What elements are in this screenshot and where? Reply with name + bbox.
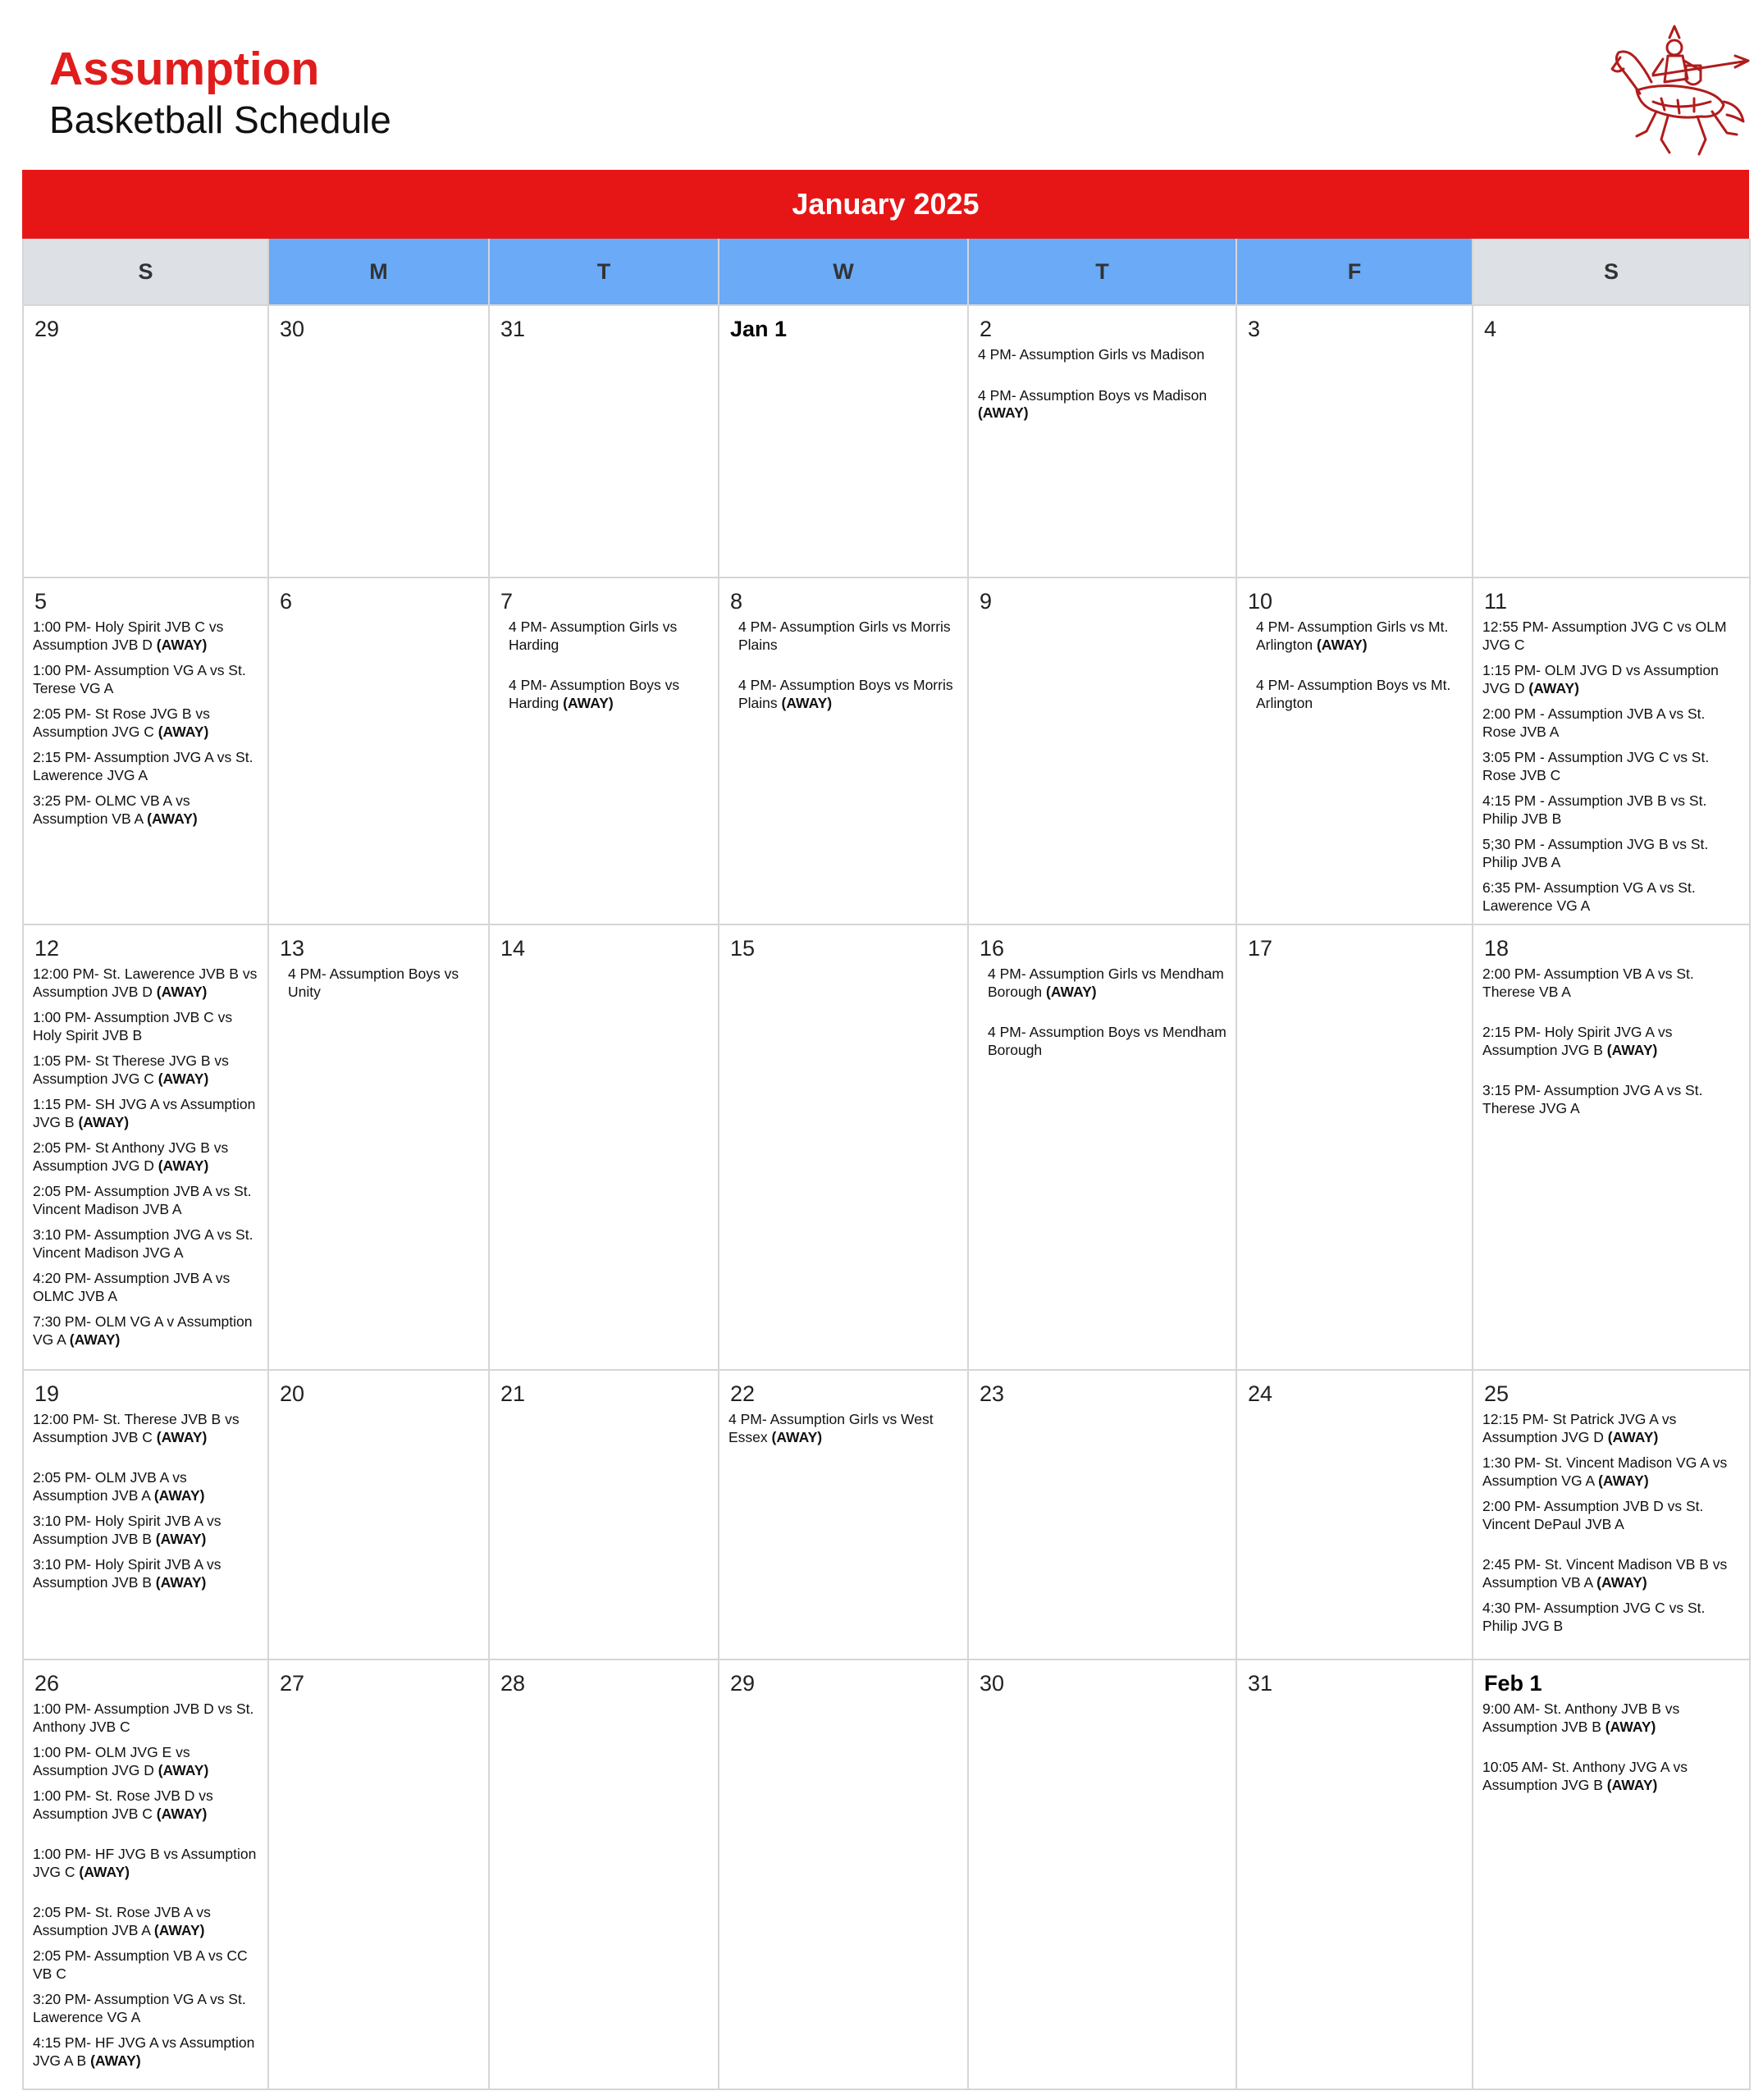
day-cell — [490, 306, 719, 578]
day-number: 31 — [1248, 1671, 1273, 1696]
day-number: 8 — [730, 589, 743, 614]
day-cell — [269, 1660, 490, 2090]
event-text: 4 PM- Assumption Girls vs Harding — [509, 619, 678, 653]
schedule-event — [33, 1947, 261, 1983]
away-label: (AWAY) — [90, 2052, 141, 2069]
schedule-event — [33, 1009, 261, 1044]
day-number: 14 — [500, 936, 526, 961]
schedule-event — [978, 346, 1229, 364]
away-label: (AWAY) — [1046, 983, 1097, 1000]
schedule-event — [1482, 619, 1742, 654]
day-number: 3 — [1248, 317, 1261, 341]
event-text: 1:00 PM- HF JVG B vs Assumption JVG C — [33, 1846, 257, 1880]
schedule-event — [33, 619, 261, 654]
schedule-event — [1482, 749, 1742, 784]
event-text: 4 PM- Assumption Girls vs Morris Plains — [738, 619, 951, 653]
day-cell — [1237, 1660, 1473, 2090]
weekday-header: S — [24, 239, 269, 306]
event-text: 1:00 PM- Assumption VG A vs St. Terese VG A — [33, 662, 246, 696]
event-text: 4 PM- Assumption Boys vs Harding — [509, 677, 680, 711]
schedule-event — [33, 1096, 261, 1131]
day-number: 10 — [1248, 589, 1273, 614]
event-text: 3:20 PM- Assumption VG A vs St. Lawerence VG A — [33, 1991, 246, 2025]
away-label: (AWAY) — [158, 1070, 209, 1087]
event-text: 2:05 PM- Assumption JVB A vs St. Vincent Madison JVB A — [33, 1183, 252, 1217]
event-text: 2:05 PM- Assumption VB A vs CC VB C — [33, 1947, 248, 1982]
schedule-event — [1482, 1701, 1742, 1736]
day-cell — [24, 1660, 269, 2090]
day-number: 22 — [730, 1381, 756, 1406]
schedule-event — [33, 1556, 261, 1591]
schedule-event — [33, 1787, 261, 1823]
event-text: 2:00 PM- Assumption VB A vs St. Therese VB A — [1482, 966, 1694, 1000]
event-text: 2:05 PM- St Anthony JVG B vs Assumption JVG D — [33, 1139, 229, 1174]
day-number: 24 — [1248, 1381, 1273, 1406]
schedule-event — [278, 966, 482, 1001]
event-text: 2:00 PM - Assumption JVB A vs St. Rose JVB A — [1482, 705, 1706, 740]
away-label: (AWAY) — [158, 1157, 209, 1174]
schedule-event — [978, 1024, 1229, 1059]
day-cell — [969, 925, 1237, 1371]
day-cell — [24, 306, 269, 578]
day-cell — [24, 578, 269, 925]
event-text: 12:55 PM- Assumption JVG C vs OLM JVG C — [1482, 619, 1727, 653]
event-text: 3:10 PM- Assumption JVG A vs St. Vincent Madison JVG A — [33, 1226, 253, 1261]
event-text: 3:15 PM- Assumption JVG A vs St. Therese JVG A — [1482, 1082, 1703, 1116]
day-number: 21 — [500, 1381, 526, 1406]
event-text: 1:15 PM- SH JVG A vs Assumption JVG B — [33, 1096, 256, 1130]
schedule-event — [1482, 792, 1742, 828]
day-number: 29 — [34, 317, 60, 341]
away-label: (AWAY) — [158, 1761, 209, 1778]
schedule-event — [33, 1313, 261, 1349]
event-text: 6:35 PM- Assumption VG A vs St. Lawerence VG A — [1482, 879, 1696, 914]
day-number: 15 — [730, 936, 756, 961]
away-label: (AWAY) — [1596, 1573, 1647, 1591]
day-cell — [490, 578, 719, 925]
away-label: (AWAY) — [78, 1113, 130, 1130]
day-number: 17 — [1248, 936, 1273, 961]
day-cell — [969, 578, 1237, 925]
event-text: 2:05 PM- St. Rose JVB A vs Assumption JVB A — [33, 1904, 211, 1938]
schedule-event — [33, 1513, 261, 1548]
event-text: 3:10 PM- Holy Spirit JVB A vs Assumption JVB B — [33, 1513, 222, 1547]
day-number: 6 — [280, 589, 293, 614]
day-cell — [1237, 306, 1473, 578]
day-cell — [1473, 1371, 1751, 1660]
schedule-event — [1246, 677, 1465, 712]
schedule-event — [1482, 705, 1742, 741]
day-cell — [719, 578, 969, 925]
schedule-event — [33, 1701, 261, 1736]
day-number: 26 — [34, 1671, 60, 1696]
calendar — [22, 170, 1749, 2090]
away-label: (AWAY) — [153, 1921, 205, 1938]
day-cell — [490, 1371, 719, 1660]
schedule-event — [1482, 1411, 1742, 1446]
schedule-event — [1482, 1024, 1742, 1059]
day-cell — [969, 306, 1237, 578]
away-label: (AWAY) — [1316, 636, 1368, 653]
schedule-event — [1482, 1759, 1742, 1794]
schedule-event — [33, 1744, 261, 1779]
schedule-event — [33, 2034, 261, 2070]
day-number: 23 — [980, 1381, 1005, 1406]
away-label: (AWAY) — [978, 404, 1029, 421]
away-label: (AWAY) — [156, 636, 208, 653]
away-label: (AWAY) — [1528, 679, 1580, 696]
day-number: 4 — [1484, 317, 1497, 341]
away-label: (AWAY) — [1598, 1472, 1649, 1489]
event-text: 3:25 PM- OLMC VB A vs Assumption VB A — [33, 792, 190, 827]
day-number: 13 — [280, 936, 305, 961]
day-cell — [1473, 925, 1751, 1371]
event-text: 2:05 PM- OLM JVB A vs Assumption JVB A — [33, 1469, 187, 1504]
event-text: 4 PM- Assumption Boys vs Unity — [288, 966, 459, 1000]
day-cell — [1473, 578, 1751, 925]
schedule-event — [33, 1183, 261, 1218]
schedule-event — [978, 966, 1229, 1001]
day-number: 28 — [500, 1671, 526, 1696]
event-text: 2:15 PM- Assumption JVG A vs St. Lawerence JVG A — [33, 749, 253, 783]
page-title: Assumption — [49, 43, 320, 95]
day-number: 2 — [980, 317, 993, 341]
schedule-event — [33, 1052, 261, 1088]
month-title: January 2025 — [22, 170, 1749, 239]
schedule-event — [1482, 1454, 1742, 1490]
event-text: 2:15 PM- Holy Spirit JVG A vs Assumption JVG B — [1482, 1024, 1673, 1058]
day-number: Jan 1 — [730, 317, 788, 341]
day-number: 27 — [280, 1671, 305, 1696]
away-label: (AWAY) — [771, 1428, 823, 1445]
away-label: (AWAY) — [1606, 1776, 1658, 1793]
schedule-event — [1482, 1600, 1742, 1635]
page-subtitle: Basketball Schedule — [49, 98, 391, 141]
page-header — [49, 41, 391, 143]
day-cell — [1237, 578, 1473, 925]
event-text: 4:15 PM- HF JVG A vs Assumption JVG A B — [33, 2034, 255, 2069]
schedule-event — [1482, 662, 1742, 697]
away-label: (AWAY) — [156, 983, 208, 1000]
day-cell — [1473, 306, 1751, 578]
schedule-event — [1246, 619, 1465, 654]
event-text: 1:05 PM- St Therese JVG B vs Assumption JVG C — [33, 1052, 229, 1087]
event-text: 1:00 PM- Assumption JVB C vs Holy Spirit JVB B — [33, 1009, 233, 1043]
calendar-grid — [22, 239, 1749, 2090]
weekday-header: T — [969, 239, 1237, 306]
away-label: (AWAY) — [1606, 1041, 1658, 1058]
weekday-header: F — [1237, 239, 1473, 306]
weekday-header: S — [1473, 239, 1751, 306]
away-label: (AWAY) — [147, 810, 198, 827]
schedule-event — [33, 1469, 261, 1504]
day-cell — [269, 1371, 490, 1660]
day-number: 11 — [1484, 589, 1508, 614]
day-cell — [269, 925, 490, 1371]
schedule-event — [499, 619, 711, 654]
schedule-event — [1482, 1498, 1742, 1533]
day-number: 5 — [34, 589, 48, 614]
event-text: 4 PM- Assumption Boys vs Mt. Arlington — [1256, 677, 1451, 711]
away-label: (AWAY) — [156, 1805, 208, 1822]
event-text: 4 PM- Assumption Boys vs Morris Plains — [738, 677, 953, 711]
event-text: 1:30 PM- St. Vincent Madison VG A vs Assumption VG A — [1482, 1454, 1728, 1489]
event-text: 2:05 PM- St Rose JVG B vs Assumption JVG C — [33, 705, 210, 740]
schedule-event — [1482, 836, 1742, 871]
day-cell — [719, 306, 969, 578]
event-text: 9:00 AM- St. Anthony JVB B vs Assumption JVB B — [1482, 1701, 1680, 1735]
day-number: 31 — [500, 317, 526, 341]
away-label: (AWAY) — [155, 1530, 207, 1547]
event-text: 12:00 PM- St. Lawerence JVB B vs Assumption JVB D — [33, 966, 258, 1000]
schedule-event — [33, 705, 261, 741]
day-cell — [1473, 1660, 1751, 2090]
away-label: (AWAY) — [156, 1428, 208, 1445]
event-text: 1:15 PM- OLM JVG D vs Assumption JVG D — [1482, 662, 1719, 696]
event-text: 1:00 PM- Holy Spirit JVB C vs Assumption JVB D — [33, 619, 224, 653]
day-number: 29 — [730, 1671, 756, 1696]
event-text: 4:20 PM- Assumption JVB A vs OLMC JVB A — [33, 1270, 231, 1304]
day-number: 18 — [1484, 936, 1510, 961]
event-text: 12:15 PM- St Patrick JVG A vs Assumption JVG D — [1482, 1411, 1677, 1445]
schedule-event — [728, 677, 961, 712]
away-label: (AWAY) — [1605, 1718, 1656, 1735]
day-number: 30 — [280, 317, 305, 341]
schedule-event — [33, 966, 261, 1001]
day-number: 20 — [280, 1381, 305, 1406]
away-label: (AWAY) — [781, 694, 833, 711]
event-text: 2:45 PM- St. Vincent Madison VB B vs Assumption VB A — [1482, 1556, 1728, 1591]
event-text: 5;30 PM - Assumption JVG B vs St. Philip JVB A — [1482, 836, 1709, 870]
event-text: 4 PM- Assumption Girls vs Mt. Arlington — [1256, 619, 1449, 653]
day-cell — [269, 578, 490, 925]
event-text: 1:00 PM- OLM JVG E vs Assumption JVG D — [33, 1744, 190, 1778]
schedule-event — [1482, 1082, 1742, 1117]
schedule-event — [33, 1411, 261, 1446]
day-cell — [719, 1660, 969, 2090]
event-text: 4 PM- Assumption Boys vs Madison — [978, 386, 1208, 404]
event-text: 12:00 PM- St. Therese JVB B vs Assumption JVB C — [33, 1411, 240, 1445]
day-cell — [719, 925, 969, 1371]
day-cell — [490, 1660, 719, 2090]
event-text: 1:00 PM- Assumption JVB D vs St. Anthony JVB C — [33, 1701, 254, 1735]
away-label: (AWAY) — [69, 1331, 121, 1348]
weekday-header: W — [719, 239, 969, 306]
schedule-event — [33, 792, 261, 828]
schedule-event — [33, 1139, 261, 1175]
day-number: 12 — [34, 936, 60, 961]
away-label: (AWAY) — [158, 723, 209, 740]
event-text: 4 PM- Assumption Girls vs Mendham Borough — [988, 966, 1224, 1000]
day-cell — [1237, 925, 1473, 1371]
event-text: 4:15 PM - Assumption JVB B vs St. Philip JVB B — [1482, 792, 1707, 827]
schedule-event — [1482, 966, 1742, 1001]
day-cell — [969, 1660, 1237, 2090]
schedule-event — [33, 1270, 261, 1305]
day-number: 9 — [980, 589, 993, 614]
event-text: 4 PM- Assumption Boys vs Mendham Borough — [988, 1024, 1226, 1058]
away-label: (AWAY) — [155, 1573, 207, 1591]
day-cell — [969, 1371, 1237, 1660]
schedule-event — [33, 662, 261, 697]
knight-logo-icon — [1604, 20, 1752, 167]
day-number: 19 — [34, 1381, 60, 1406]
day-cell — [490, 925, 719, 1371]
day-number: 25 — [1484, 1381, 1510, 1406]
event-text: 7:30 PM- OLM VG A v Assumption VG A — [33, 1313, 253, 1348]
schedule-event — [1482, 1556, 1742, 1591]
schedule-event — [33, 749, 261, 784]
weekday-header: M — [269, 239, 490, 306]
schedule-event — [728, 619, 961, 654]
day-cell — [719, 1371, 969, 1660]
schedule-event — [33, 1846, 261, 1881]
away-label: (AWAY) — [563, 694, 614, 711]
away-label: (AWAY) — [153, 1486, 205, 1504]
event-text: 10:05 AM- St. Anthony JVG A vs Assumption JVG B — [1482, 1759, 1688, 1793]
event-text: 1:00 PM- St. Rose JVB D vs Assumption JVB C — [33, 1787, 213, 1822]
day-cell — [269, 306, 490, 578]
schedule-event — [728, 1411, 961, 1446]
day-cell — [24, 925, 269, 1371]
day-number: 16 — [980, 936, 1005, 961]
event-text: 3:10 PM- Holy Spirit JVB A vs Assumption JVB B — [33, 1556, 222, 1591]
schedule-event — [1482, 879, 1742, 915]
event-text: 2:00 PM- Assumption JVB D vs St. Vincent DePaul JVB A — [1482, 1498, 1704, 1532]
schedule-event — [978, 387, 1229, 422]
day-number: 30 — [980, 1671, 1005, 1696]
event-text: 4 PM- Assumption Girls vs Madison — [978, 346, 1205, 363]
day-cell — [24, 1371, 269, 1660]
day-number: Feb 1 — [1484, 1671, 1542, 1696]
schedule-event — [33, 1226, 261, 1262]
away-label: (AWAY) — [1607, 1428, 1659, 1445]
away-label: (AWAY) — [79, 1863, 130, 1880]
schedule-event — [499, 677, 711, 712]
weekday-header: T — [490, 239, 719, 306]
schedule-event — [33, 1904, 261, 1939]
schedule-event — [33, 1991, 261, 2026]
day-number: 7 — [500, 589, 514, 614]
day-cell — [1237, 1371, 1473, 1660]
event-text: 4:30 PM- Assumption JVG C vs St. Philip JVG B — [1482, 1600, 1706, 1634]
event-text: 3:05 PM - Assumption JVG C vs St. Rose JVB C — [1482, 749, 1710, 783]
event-text: 4 PM- Assumption Girls vs West Essex — [728, 1411, 934, 1445]
